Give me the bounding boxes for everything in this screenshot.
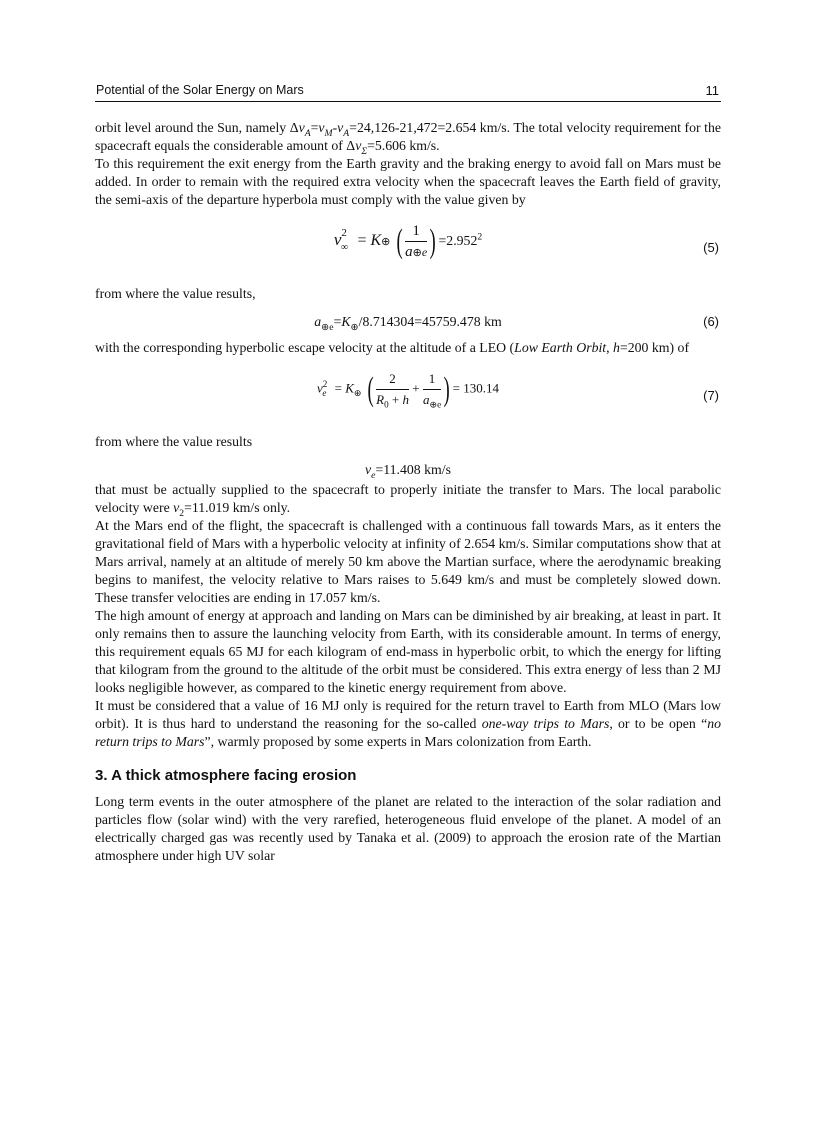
p9-text-c: ”, warmly proposed by some experts in Mars colonization from Earth. [204, 734, 592, 749]
p9-italic-2: no return trips to Mars [95, 716, 721, 749]
page-number: 11 [705, 83, 719, 98]
p6-text-a: that must be actually supplied to the spacecraft to properly initiate the transfer to Mars. The local parabolic velocity were [95, 482, 721, 515]
equation-5: $v^2_\infty$ = K⊕ ( $\frac{1}{a\oplus e}$ ) $=2.952^2$ (5) [333, 223, 719, 260]
p1-text-c: =5.606 km/s. [367, 138, 440, 153]
p1-text-a: orbit level around the Sun, namely Δ [95, 120, 299, 135]
paragraph-2: To this requirement the exit energy from the Earth gravity and the braking energy to avoid fall on Mars must be added. In order to remain with the required extra velocity when the spacecraft leaves the Earth field of gravity, the semi-axis of the departure hyperbola must comply with the value given by [95, 156, 721, 207]
paragraph-10: Long term events in the outer atmosphere of the planet are related to the interaction of the solar radiation and particles flow (solar wind) with the very rarefied, heterogeneous fluid envelope of the planet. A model of an electrically charged gas was recently used by Tanaka et al. (2009) to approach the erosion rate of the Martian atmosphere under high UV solar [95, 794, 721, 863]
eq6-text: /8.714304=45759.478 km [358, 314, 502, 329]
running-title: Potential of the Solar Energy on Mars [96, 83, 304, 97]
body-text [95, 119, 721, 865]
equation-6: $a_{\oplus e}=K_\oplus/8.714304=45759.478$ km (6) [314, 314, 719, 333]
paragraph-4: with the corresponding hyperbolic escape velocity at the altitude of a LEO (Low Earth Orbit, h=200 km) of [95, 340, 690, 355]
paragraph-9 [95, 697, 721, 751]
eq7-value: = 130.14 [452, 380, 499, 396]
paragraph-1: orbit level around the Sun, namely $\Delta v_A=v_M-v_A=24,126-21,472=2.654$ km/s. The total velocity requirement for the spacecraft equals the considerable amount of $\Delta v_\Sigma=5.606$ km/s. [95, 120, 721, 157]
p9-italic-1: one-way trips to Mars [481, 716, 610, 731]
equation-7: $v^2_e = K_\oplus$ ( $\frac{2}{R_0 + h}$ + $\frac{1}{a_{\oplus e}}$ ) = 130.14 (7) [317, 370, 719, 410]
paragraph-5: from where the value results [95, 434, 253, 449]
p9-text-a: It must be considered that a value of 16 MJ only is required for the return travel to Earth from MLO (Mars low orbit). It is thus hard to understand the reasoning for the so-called [95, 698, 721, 731]
p4-text-a: with the corresponding hyperbolic escape velocity at the altitude of a LEO ( [95, 340, 515, 355]
ve-text: =11.408 km/s [375, 462, 451, 477]
paragraph-7: At the Mars end of the flight, the spacecraft is challenged with a continuous fall towards Mars, as it enters the gravitational field of Mars with a hyperbolic velocity at infinity of 2.654 km/s. Similar computations show that at Mars arrival, namely at an altitude of merely 50 km above the Martian surface, where the aerodynamic breaking begins to manifest, the velocity relative to Mars raises to 5.649 km/s and must be completely slowed down. These transfer velocities are ending in 17.057 km/s. [95, 518, 721, 605]
section-heading: 3. A thick atmosphere facing erosion [95, 767, 357, 784]
paragraph-3: from where the value results, [95, 286, 256, 301]
p6-text-b: =11.019 km/s only. [184, 500, 291, 515]
paragraph-6: that must be actually supplied to the spacecraft to properly initiate the transfer to Mars. The local parabolic velocity were $v_2=11.019$ km/s only. [95, 482, 721, 519]
p1-text-b: =24,126-21,472=2.654 km/s. The total velocity requirement for the spacecraft equals the considerable amount of Δ [95, 120, 721, 153]
running-header [95, 81, 721, 102]
p4-italic: Low Earth Orbit [514, 340, 607, 355]
paragraph-8: The high amount of energy at approach and landing on Mars can be diminished by air breaking, at least in part. It only remains then to assure the launching velocity from Earth, with its considerable amount. In terms of energy, this requirement equals 65 MJ for each kilogram of end-mass in hyperbolic orbit, to which the energy for lifting that kilogram from the ground to the altitude of the orbit must be considered. This extra energy of less than 2 MJ looks negligible however, as compared to the kinetic energy requirement from above. [95, 608, 721, 695]
eq5-number: (5) [703, 240, 719, 255]
eq5-exponent: 2 [477, 231, 483, 243]
eq5-value: =2.952 [438, 233, 478, 249]
p4-text-b: =200 km) of [619, 340, 690, 355]
p9-text-b: , or to be open “ [609, 716, 708, 731]
eq7-number: (7) [703, 388, 719, 403]
eq6-number: (6) [703, 314, 719, 329]
equation-ve: $v_e=11.408$ km/s [365, 462, 451, 481]
